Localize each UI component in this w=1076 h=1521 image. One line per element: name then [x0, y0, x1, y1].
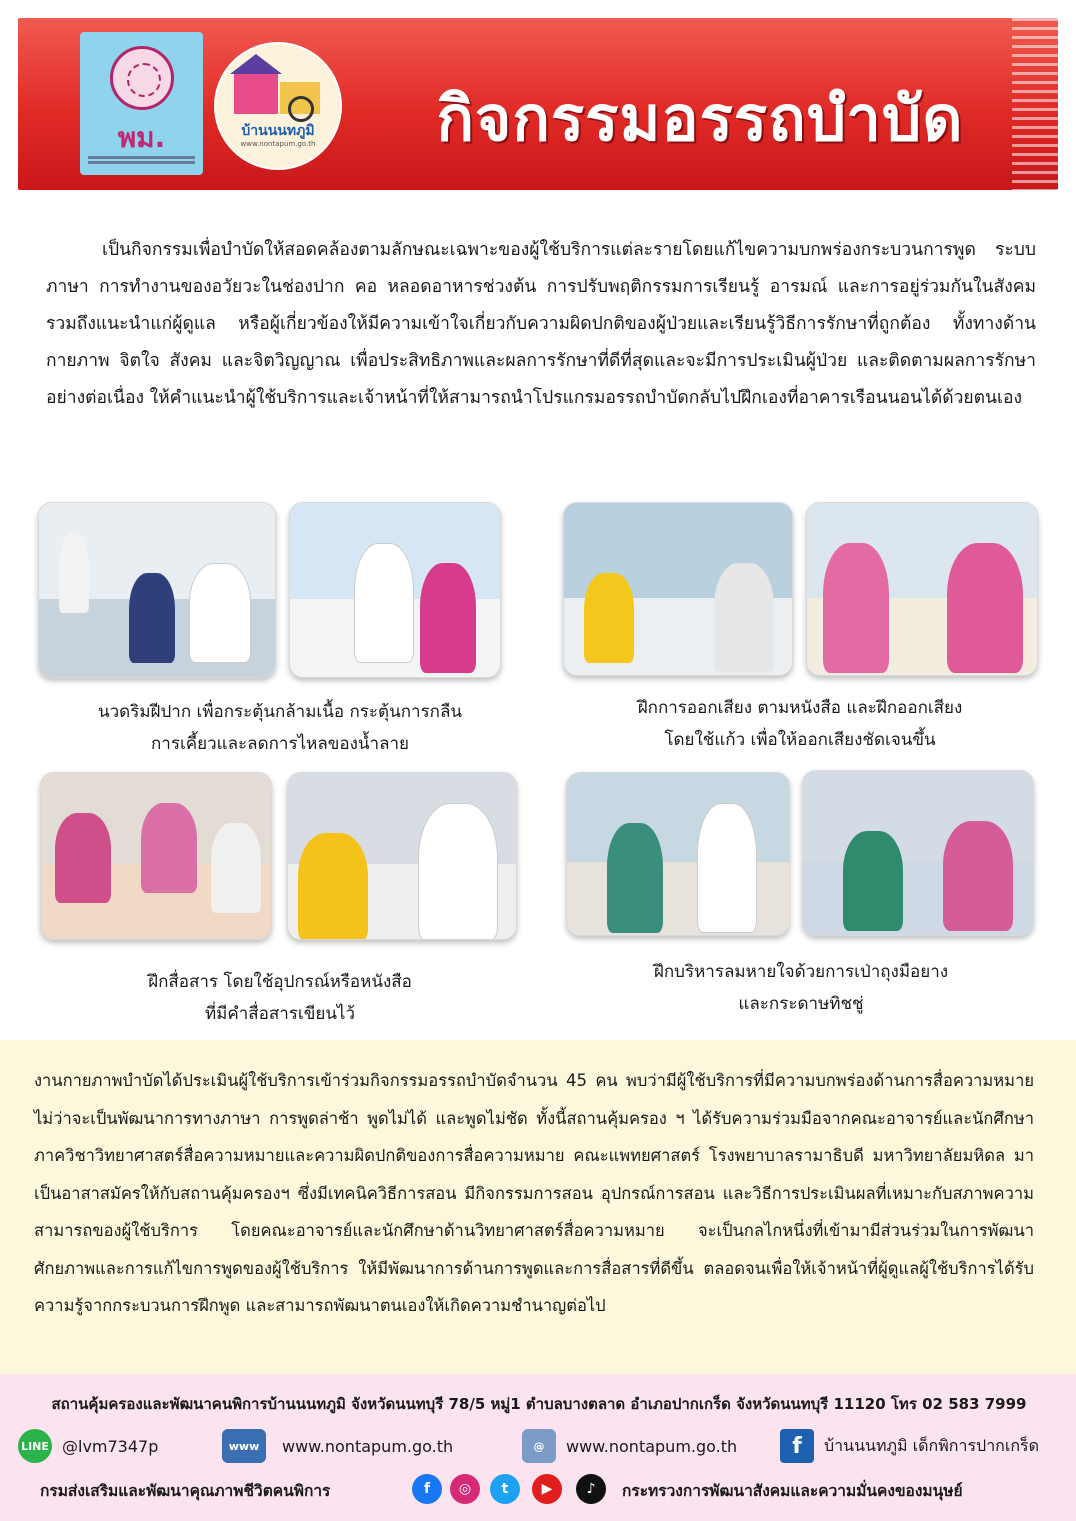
website-url: www.nontapum.go.th	[282, 1436, 454, 1456]
facebook-icon[interactable]: f	[412, 1474, 442, 1504]
ministry-name: กระทรวงการพัฒนาสังคมและความมั่นคงของมนุษย์	[622, 1482, 963, 1500]
footer-website[interactable]	[222, 1426, 453, 1466]
footer-facebook[interactable]	[780, 1426, 1039, 1466]
activity-photo	[287, 772, 517, 940]
twitter-icon[interactable]: t	[490, 1474, 520, 1504]
summary-text: งานกายภาพบำบัดได้ประเมินผู้ใช้บริการเข้าร่วมกิจกรรมอรรถบำบัดจำนวน 45 คน พบว่ามีผู้ใช้บริการที่มีความบกพร่องด้านการสื่อความหมาย ไม่ว่าจะเป็นพัฒนาการทางภาษา การพูดล่าช้า พูดไม่ได้ และพูดไม่ชัด ทั้งนี้สถานคุ้มครอง ฯ ได้รับความร่วมมือจากคณะอาจารย์และนักศึกษา ภาควิชาวิทยาศาสตร์สื่อความหมายและความผิดปกติของการสื่อความหมาย คณะแพทยศาสตร์ โรงพยาบาลรามาธิบดี มหาวิทยาลัยมหิดล มาเป็นอาสาสมัครให้กับสถานคุ้มครองฯ ซึ่งมีเทคนิควิธีการสอน มีกิจกรรมการสอน อุปกรณ์การสอน และวิธีการประเมินผลที่เหมาะกับสภาพความสามารถของผู้ใช้บริการ โดยคณะอาจารย์และนักศึกษาด้านวิทยาศาสตร์สื่อความหมาย จะเป็นกลไกหนึ่งที่เข้ามามีส่วนร่วมในการพัฒนาศักยภาพและการแก้ไขการพูดของผู้ใช้บริการ ให้มีพัฒนาการด้านการพูดและการสื่อสารที่ดีขึ้น ตลอดจนเพื่อให้เจ้าหน้าที่ผู้ดูแลผู้ใช้บริการได้รับความรู้จากกระบวนการฝึกพูด และสามารถพัฒนาตนเองให้เกิดความชำนาญต่อไป	[34, 1071, 1034, 1315]
ministry-seal-icon	[110, 46, 174, 110]
footer-line-contact[interactable]	[18, 1426, 158, 1466]
caption-line: ฝึกบริหารลมหายใจด้วยการเป่าถุงมือยาง	[653, 962, 949, 982]
instagram-icon[interactable]: ◎	[450, 1474, 480, 1504]
page-footer	[0, 1374, 1076, 1521]
activity-caption	[40, 966, 520, 1030]
activity-photo	[563, 502, 793, 676]
activity-photo	[40, 772, 272, 940]
ministry-logo-subtitle-lines	[88, 156, 195, 159]
activity-photo	[806, 502, 1038, 676]
activity-photo	[289, 502, 501, 678]
caption-line: นวดริมฝีปาก เพื่อกระตุ้นกล้ามเนื้อ กระตุ้นการกลืน	[97, 702, 462, 722]
wheelchair-icon	[288, 96, 314, 122]
tiktok-icon[interactable]: ♪	[576, 1474, 606, 1504]
nontapum-logo	[214, 42, 342, 170]
ministry-logo-text: พม.	[117, 121, 166, 154]
activity-photo	[802, 770, 1034, 936]
department-name: กรมส่งเสริมและพัฒนาคุณภาพชีวิตคนพิการ	[40, 1482, 331, 1500]
email-address: www.nontapum.go.th	[566, 1436, 738, 1456]
footer-email[interactable]	[522, 1426, 737, 1466]
footer-address: สถานคุ้มครองและพัฒนาคนพิการบ้านนนทภูมิ จังหวัดนนทบุรี 78/5 หมู่1 ตำบลบางตลาด อำเภอปากเกร็ด จังหวัดนนทบุรี 11120 โทร 02 583 7999	[51, 1395, 1027, 1413]
nontapum-logo-text: บ้านนนทภูมิ	[241, 123, 315, 139]
caption-line: ที่มีคำสื่อสารเขียนไว้	[204, 1004, 356, 1024]
activity-photo	[38, 502, 276, 678]
caption-line: และกระดาษทิชชู่	[738, 994, 864, 1014]
page-title: กิจกรรมอรรถบำบัด	[436, 82, 964, 155]
line-id: @lvm7347p	[62, 1436, 159, 1456]
activity-photo	[566, 772, 790, 936]
caption-line: ฝึกการออกเสียง ตามหนังสือ และฝึกออกเสียง	[637, 698, 963, 718]
line-icon: LINE	[18, 1429, 52, 1463]
summary-box	[0, 1040, 1076, 1374]
intro-text: เป็นกิจกรรมเพื่อบำบัดให้สอดคล้องตามลักษณะเฉพาะของผู้ใช้บริการแต่ละรายโดยแก้ไขความบกพร่องกระบวนการพูด ระบบภาษา การทำงานของอวัยวะในช่องปาก คอ หลอดอาหารช่วงต้น การปรับพฤติกรรมการเรียนรู้ อารมณ์ และการอยู่ร่วมกันในสังคม รวมถึงแนะนำแก่ผู้ดูแล หรือผู้เกี่ยวข้องให้มีความเข้าใจเกี่ยวกับความผิดปกติของผู้ป่วยและเรียนรู้วิธีการรักษาที่ถูกต้อง ทั้งทางด้านกายภาพ จิตใจ สังคม และจิตวิญญาณ เพื่อประสิทธิภาพและผลการรักษาที่ดีที่สุดและจะมีการประเมินผู้ป่วย และติดตามผลการรักษาอย่างต่อเนื่อง ให้คำแนะนำผู้ใช้บริการและเจ้าหน้าที่ให้สามารถนำโปรแกรมอรรถบำบัดกลับไปฝึกเองที่อาคารเรือนนอนได้ด้วยตนเอง	[46, 240, 1036, 408]
caption-line: โดยใช้แก้ว เพื่อให้ออกเสียงชัดเจนขึ้น	[664, 730, 936, 750]
youtube-icon[interactable]: ▶	[532, 1474, 562, 1504]
activity-caption	[38, 696, 522, 760]
page-header	[0, 0, 1076, 210]
activity-caption	[560, 692, 1040, 756]
house-icon	[234, 72, 278, 114]
intro-paragraph	[46, 232, 1036, 417]
facebook-icon: f	[780, 1429, 814, 1463]
globe-icon: www	[222, 1429, 266, 1463]
ministry-logo	[80, 32, 203, 175]
activity-caption	[566, 956, 1036, 1020]
caption-line: การเคี้ยวและลดการไหลของน้ำลาย	[151, 734, 409, 754]
email-icon: @	[522, 1429, 556, 1463]
caption-line: ฝึกสื่อสาร โดยใช้อุปกรณ์หรือหนังสือ	[148, 972, 412, 992]
facebook-page-name: บ้านนนทภูมิ เด็กพิการปากเกร็ด	[824, 1435, 1040, 1455]
banner-stripe-decoration	[1012, 18, 1058, 190]
nontapum-logo-url: www.nontapum.go.th	[240, 140, 316, 148]
